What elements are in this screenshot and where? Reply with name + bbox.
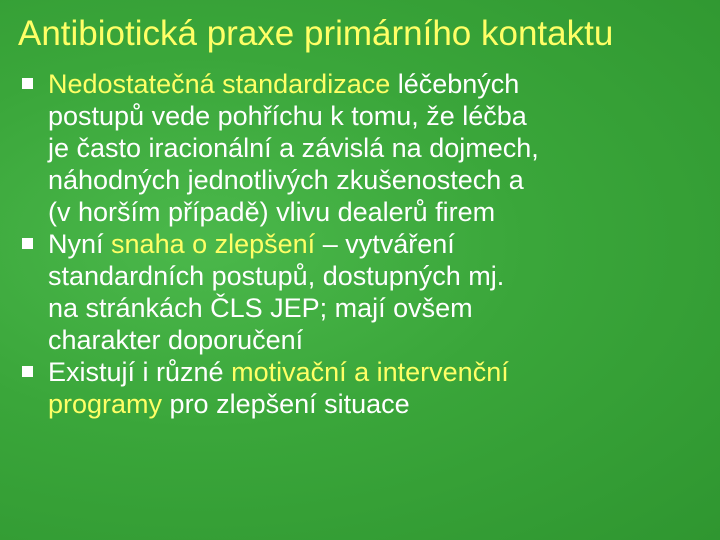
square-bullet-icon [22,366,33,377]
bullet-line [48,68,700,100]
bullet-text: náhodných jednotlivých zkušenostech a [48,165,524,195]
square-bullet-icon [22,78,33,89]
bullet-line [48,228,700,260]
bullet-text: postupů vede pohříchu k tomu, že léčba [48,101,527,131]
bullet-line [48,324,700,356]
bullet-item [20,356,700,420]
bullet-line [48,100,700,132]
bullet-text: na stránkách ČLS JEP; mají ovšem [48,293,473,323]
bullet-line [48,292,700,324]
bullet-text: pro zlepšení situace [162,389,410,419]
bullet-line [48,260,700,292]
bullet-text: Existují i různé [48,357,232,387]
bullet-text: – vytváření [315,229,455,259]
bullet-text: (v horším případě) vlivu dealerů firem [48,197,496,227]
bullet-text: standardních postupů, dostupných mj. [48,261,505,291]
bullet-line [48,132,700,164]
bullet-text: léčebných [397,69,520,99]
highlighted-text: programy [48,389,163,419]
bullet-text: charakter doporučení [48,325,304,355]
bullet-item [20,68,700,228]
bullet-line [48,164,700,196]
bullet-line [48,388,700,420]
bullet-text: je často iracionální a závislá na dojmech, [48,133,539,163]
bullet-list [20,68,700,420]
bullet-line [48,356,700,388]
bullet-item [20,228,700,356]
bullet-text: Nyní [48,229,112,259]
highlighted-text: motivační a intervenční [231,357,509,387]
highlighted-text: Nedostatečná standardizace [48,69,398,99]
slide-title: Antibiotická praxe primárního kontaktu [18,14,614,53]
bullet-line [48,196,700,228]
square-bullet-icon [22,238,33,249]
highlighted-text: snaha o zlepšení [111,229,316,259]
